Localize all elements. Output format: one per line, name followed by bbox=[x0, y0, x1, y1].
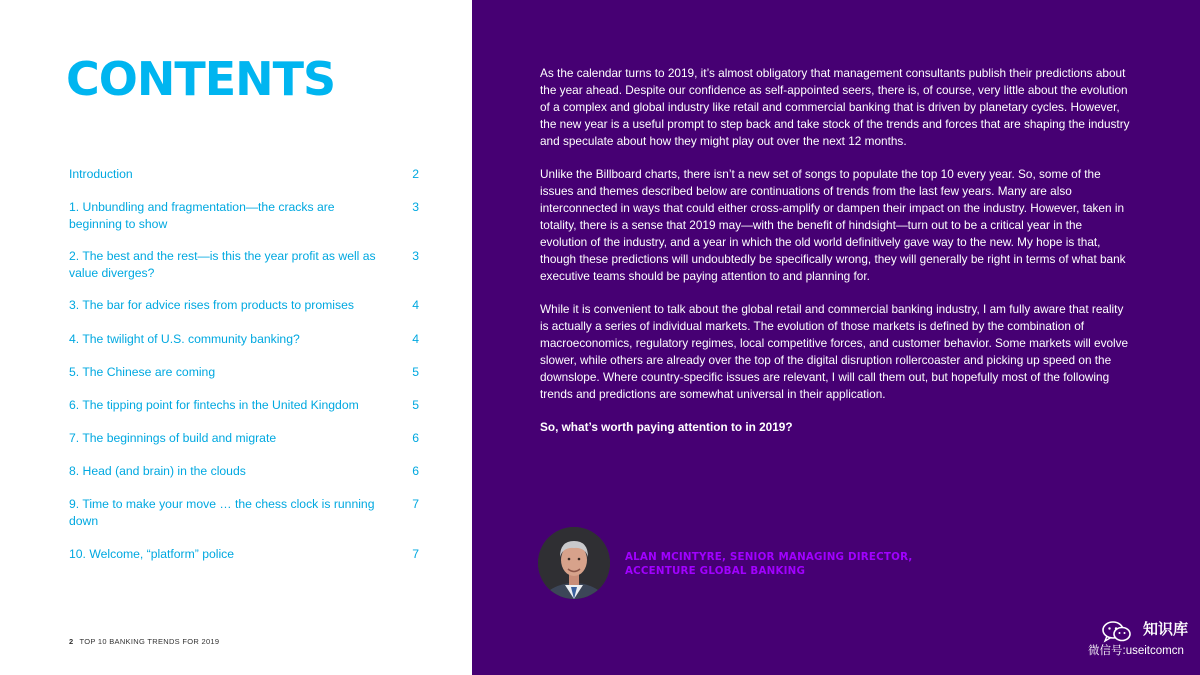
toc-item-1[interactable] bbox=[69, 199, 419, 232]
author-portrait-icon bbox=[538, 527, 610, 599]
toc-item-page: 5 bbox=[412, 365, 419, 379]
toc-item-label: 5. The Chinese are coming bbox=[69, 365, 216, 379]
author-organization: ACCENTURE GLOBAL BANKING bbox=[625, 565, 806, 577]
toc-item-page: 6 bbox=[412, 464, 419, 478]
toc-item-page: 2 bbox=[412, 167, 419, 181]
toc-item-page: 4 bbox=[412, 332, 419, 346]
toc-item-label: Introduction bbox=[69, 167, 133, 181]
author-name-title: ALAN MCINTYRE, SENIOR MANAGING DIRECTOR, bbox=[625, 551, 913, 563]
toc-item-page: 5 bbox=[412, 398, 419, 412]
toc-item-label: 10. Welcome, “platform” police bbox=[69, 547, 235, 561]
toc-item-4[interactable] bbox=[69, 331, 419, 348]
toc-item-7[interactable] bbox=[69, 430, 419, 447]
toc-item-9[interactable] bbox=[69, 496, 419, 529]
publication-title: TOP 10 BANKING TRENDS FOR 2019 bbox=[79, 637, 220, 646]
toc-item-introduction[interactable] bbox=[69, 166, 419, 183]
toc-item-2[interactable] bbox=[69, 248, 419, 281]
page-footer bbox=[69, 637, 219, 646]
toc-item-page: 3 bbox=[412, 200, 419, 214]
intro-paragraph-1: As the calendar turns to 2019, it’s almost obligatory that management consultants publish their predictions about the year ahead. Despite our confidence as self-appointed seers, there is, of course, very little about the evolution of a complex and global industry like retail and commercial banking that is driven by planetary cycles. However, the new year is a useful prompt to step back and take stock of the trends and forces that are shaping the industry and speculate about how they might play out over the next 12 months. bbox=[540, 66, 1130, 148]
intro-paragraph-3: While it is convenient to talk about the global retail and commercial banking industry, I am fully aware that reality is actually a series of individual markets. The evolution of those markets is defined by the combination of macroeconomics, regulatory regimes, local competitive forces, and customer behavior. Some markets will evolve slower, while others are already over the top of the digital disruption rollercoaster and picking up speed on the downslope. Where country-specific issues are relevant, I will call them out, but hopefully most of the following trends and predictions are somewhat universal in their application. bbox=[540, 302, 1129, 401]
author-photo bbox=[538, 527, 610, 599]
toc-item-label: 2. The best and the rest—is this the year profit as well as value diverges? bbox=[69, 249, 376, 280]
toc-item-label: 4. The twilight of U.S. community banking? bbox=[69, 332, 300, 346]
watermark-subtitle: 微信号:useitcomcn bbox=[1088, 645, 1184, 657]
watermark-title: 知识库 bbox=[1143, 621, 1189, 638]
intro-paragraph-2: Unlike the Billboard charts, there isn’t a new set of songs to populate the top 10 every year. So, some of the issues and themes described below are continuations of trends from the last few years. Many are also interconnected in ways that could either cross-amplify or dampen their impact on the industry. However, taken in totality, there is a sense that 2019 may—with the benefit of hindsight—turn out to be a critical year in the evolution of the industry, and a year in which the old world definitively gave way to the new. My hope is that, though these predictions will undoubtedly be specifically wrong, they will generally be right in terms of what bank executive teams should be paying attention to and planning for. bbox=[540, 167, 1126, 283]
toc-item-page: 3 bbox=[412, 249, 419, 263]
toc-item-page: 7 bbox=[412, 497, 419, 511]
toc-item-page: 4 bbox=[412, 298, 419, 312]
toc-item-8[interactable] bbox=[69, 463, 419, 480]
page-number: 2 bbox=[69, 637, 74, 646]
toc-item-label: 8. Head (and brain) in the clouds bbox=[69, 464, 246, 478]
author-byline bbox=[625, 550, 985, 578]
toc-item-6[interactable] bbox=[69, 397, 419, 414]
toc-item-3[interactable] bbox=[69, 297, 419, 314]
toc-item-label: 6. The tipping point for fintechs in the United Kingdom bbox=[69, 398, 359, 412]
toc-item-page: 6 bbox=[412, 431, 419, 445]
toc-item-label: 7. The beginnings of build and migrate bbox=[69, 431, 277, 445]
toc-item-label: 9. Time to make your move … the chess clock is running down bbox=[69, 497, 375, 528]
toc-item-page: 7 bbox=[412, 547, 419, 561]
toc-item-label: 3. The bar for advice rises from products to promises bbox=[69, 298, 354, 312]
wechat-watermark bbox=[1088, 618, 1200, 663]
toc-item-label: 1. Unbundling and fragmentation—the cracks are beginning to show bbox=[69, 200, 335, 231]
wechat-icon bbox=[1102, 621, 1132, 643]
contents-heading: CONTENTS bbox=[66, 52, 336, 106]
intro-text bbox=[540, 65, 1132, 452]
toc-item-5[interactable] bbox=[69, 364, 419, 381]
intro-question: So, what’s worth paying attention to in 2019? bbox=[540, 420, 793, 434]
toc-item-10[interactable] bbox=[69, 546, 419, 563]
